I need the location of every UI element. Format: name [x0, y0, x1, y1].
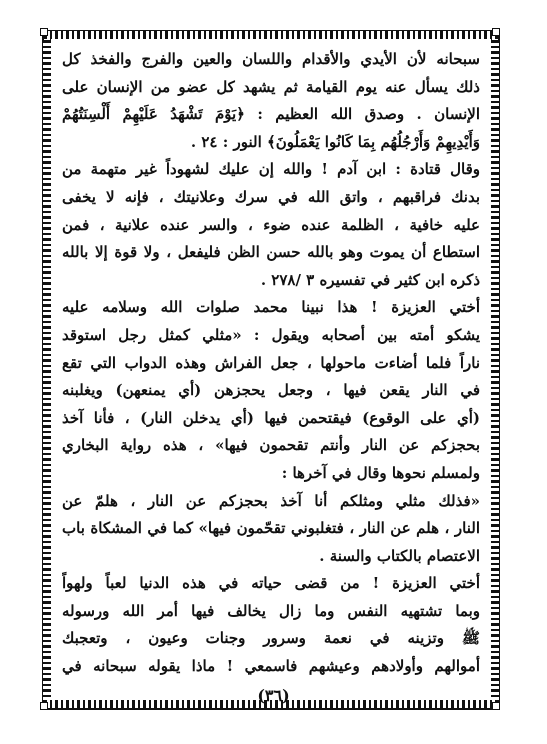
- text-line: ذلك يسأل عنه يوم القيامة ثم يشهد كل عضو من الإنسان على: [62, 77, 480, 96]
- text-line: «فذلك مثلي ومثلكم أنا آخذ بحجزكم عن النار ، هلمّ عن: [62, 491, 480, 510]
- text-line: بحجزكم عن النار وأنتم تقحمون فيها» ، هذه رواية البخاري: [62, 436, 480, 455]
- text-line: النار ، هلم عن النار ، فتغلبوني تقحّمون فيها» كما في المشكاة باب: [62, 519, 480, 538]
- page-number: (٣٦): [257, 686, 290, 705]
- text-line: سبحانه لأن الأيدي والأقدام واللسان والعين والفرج والفخذ كل: [62, 50, 480, 68]
- text-line: ذكره ابن كثير في تفسيره ٣ /٢٧٨ .: [260, 270, 480, 289]
- text-line: (أي على الوقوع) فيقتحمن فيها (أي يدخلن النار) ، فأنا آخذ: [62, 408, 480, 427]
- text-line: عليه خافية ، الظلمة عنده ضوء ، والسر عنده علانية ، فمن: [62, 215, 480, 234]
- text-line: الاعتصام بالكتاب والسنة .: [319, 546, 480, 565]
- text-line: ﷺ وتزينه في نعمة وسرور وجنات وعيون ، وتعجبك: [62, 629, 480, 648]
- text-line: في النار يقعن فيها ، وجعل يحجزهن (أي يمنعهن) ويغلبنه: [62, 381, 480, 400]
- text-line: استطاع أن يموت وهو بالله حسن الظن فليفعل ، ولا قوة إلا بالله: [62, 243, 480, 262]
- text-line: يشكو أمته بين أصحابه ويقول : «مثلي كمثل رجل استوقد: [62, 325, 480, 344]
- text-line: وبما تشتهيه النفس وما زال يخالف فيها أمر الله ورسوله: [62, 601, 480, 620]
- corner-ornament-top-left: [40, 28, 48, 36]
- text-line: الإنسان . وصدق الله العظيم : ﴿يَوْمَ تَشْهَدُ عَلَيْهِمْ أَلْسِنَتُهُمْ: [62, 105, 480, 124]
- text-line: أموالهم وأولادهم وعيشهم فاسمعي ! ماذا يقوله سبحانه في: [62, 657, 480, 676]
- text-line: وقال قتادة : ابن آدم ! والله إن عليك لشهوداً غير متهمة من: [62, 160, 480, 179]
- right-border-stripe: [491, 40, 499, 700]
- corner-ornament-top-right: [492, 28, 500, 36]
- text-line: أختي العزيزة ! من قضى حياته في هذه الدنيا لعباً ولهواً: [62, 574, 480, 593]
- text-line: ناراً فلما أضاءت ماحولها ، جعل الفراش وهذه الدواب التي تقع: [62, 353, 480, 372]
- page-text: [62, 46, 480, 686]
- text-line: ولمسلم نحوها وقال في آخرها :: [281, 463, 480, 482]
- text-line: أختي العزيزة ! هذا نبينا محمد صلوات الله وسلامه عليه: [62, 298, 480, 317]
- left-border-stripe: [43, 40, 51, 700]
- text-line: بدنك فراقبهم ، واتق الله في سرك وعلانيتك ، فإنه لا يخفى: [62, 187, 480, 206]
- top-border-stripe: [44, 31, 498, 39]
- text-line: وَأَيْدِيهِمْ وَأَرْجُلُهُم بِمَا كَانُوا يَعْمَلُونَ﴾ النور : ٢٤ .: [190, 132, 480, 151]
